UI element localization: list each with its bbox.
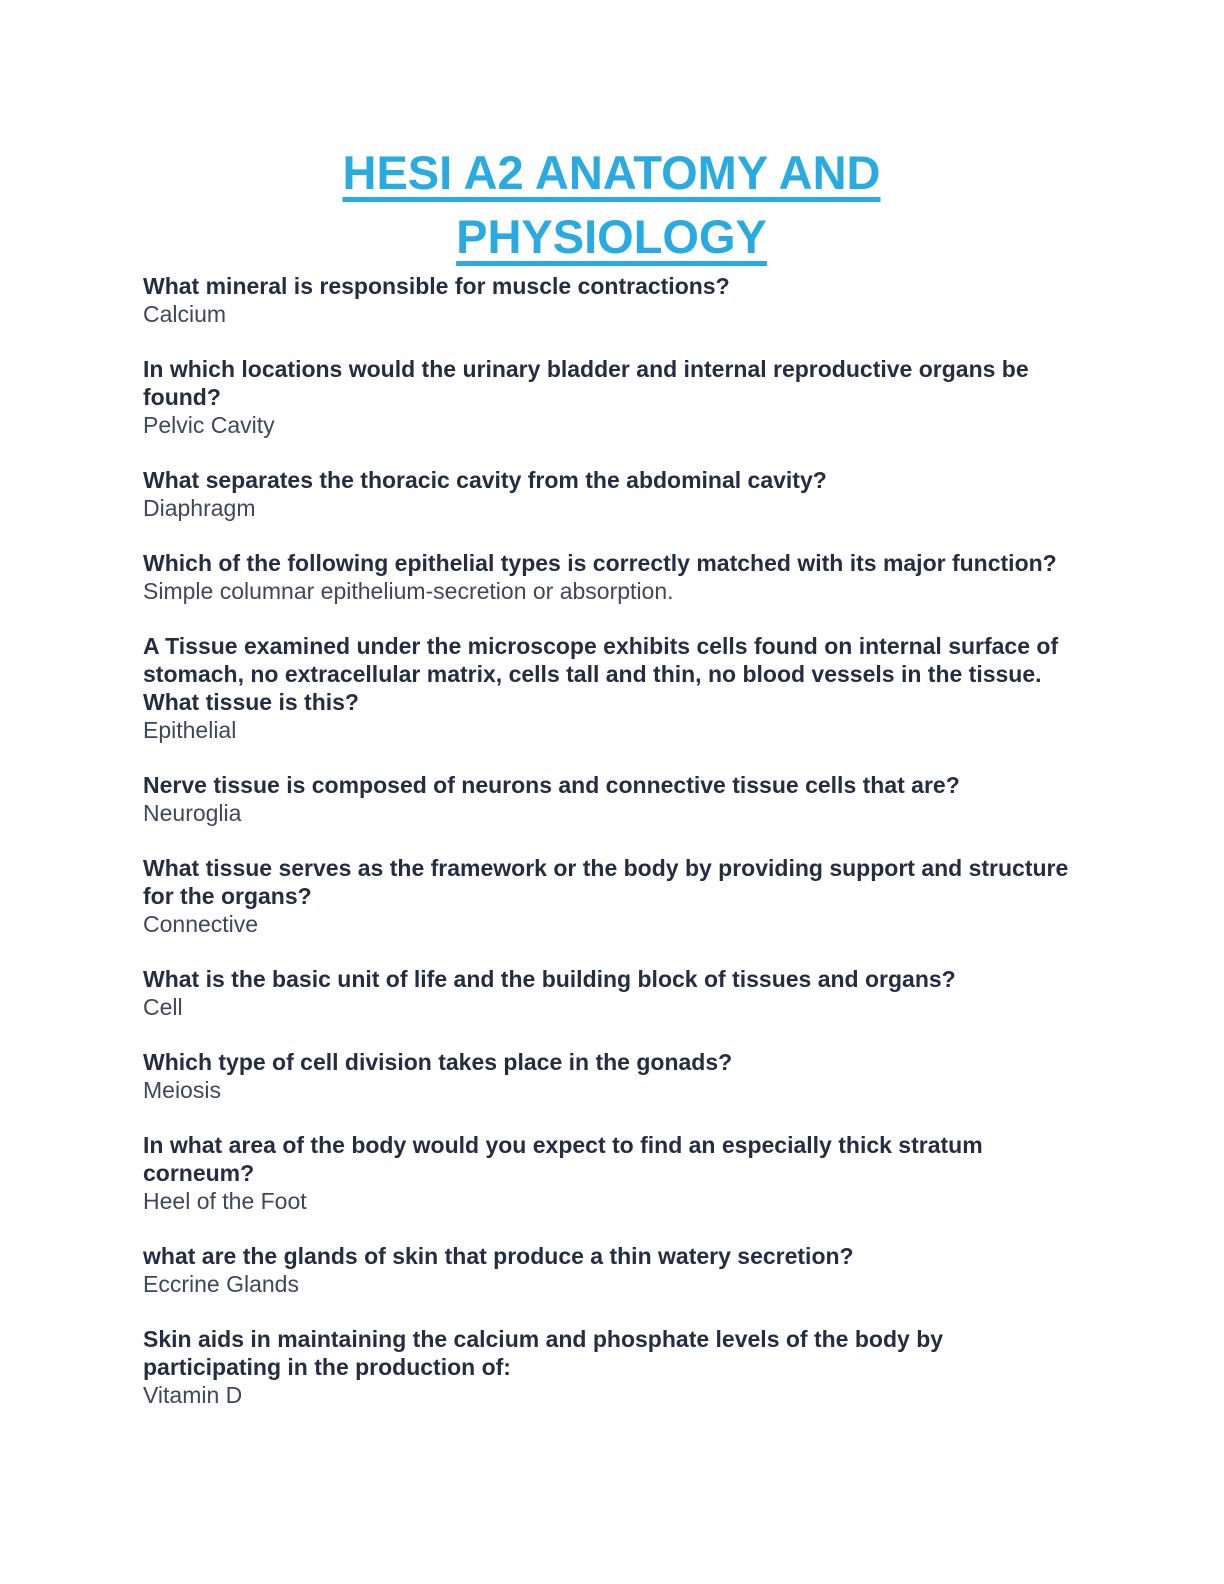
title-line-2: PHYSIOLOGY [456, 210, 767, 263]
qa-block [143, 1048, 1080, 1104]
question-text: Which type of cell division takes place in the gonads? [143, 1049, 733, 1075]
answer-text: Heel of the Foot [143, 1188, 307, 1214]
question-text: In what area of the body would you expect to find an especially thick stratum corneum? [143, 1132, 983, 1186]
qa-block [143, 854, 1080, 938]
answer-text: Meiosis [143, 1077, 221, 1103]
question-text: What mineral is responsible for muscle contractions? [143, 273, 730, 299]
qa-block [143, 771, 1080, 827]
question-text: A Tissue examined under the microscope exhibits cells found on internal surface of stomach, no extracellular matrix, cells tall and thin, no blood vessels in the tissue. What tissue is this? [143, 633, 1059, 715]
answer-text: Cell [143, 994, 183, 1020]
qa-block [143, 466, 1080, 522]
question-text: Skin aids in maintaining the calcium and phosphate levels of the body by participating in the production of: [143, 1326, 944, 1380]
question-text: What tissue serves as the framework or the body by providing support and structure for the organs? [143, 855, 1069, 909]
question-text: Which of the following epithelial types is correctly matched with its major function? [143, 550, 1057, 576]
answer-text: Calcium [143, 301, 227, 327]
answer-text: Connective [143, 911, 259, 937]
question-text: In which locations would the urinary bladder and internal reproductive organs be found? [143, 356, 1029, 410]
answer-text: Eccrine Glands [143, 1271, 299, 1297]
question-text: what are the glands of skin that produce a thin watery secretion? [143, 1243, 854, 1269]
qa-block [143, 965, 1080, 1021]
answer-text: Neuroglia [143, 800, 242, 826]
qa-block [143, 355, 1080, 439]
answer-text: Vitamin D [143, 1382, 243, 1408]
title-line-1: HESI A2 ANATOMY AND [342, 146, 881, 199]
qa-block [143, 272, 1080, 328]
qa-list [143, 272, 1080, 1409]
qa-block [143, 1131, 1080, 1215]
answer-text: Simple columnar epithelium-secretion or absorption. [143, 578, 674, 604]
answer-text: Pelvic Cavity [143, 412, 275, 438]
qa-block [143, 1242, 1080, 1298]
qa-block [143, 632, 1080, 744]
qa-block [143, 549, 1080, 605]
answer-text: Diaphragm [143, 495, 256, 521]
answer-text: Epithelial [143, 717, 237, 743]
question-text: What is the basic unit of life and the building block of tissues and organs? [143, 966, 956, 992]
question-text: What separates the thoracic cavity from the abdominal cavity? [143, 467, 827, 493]
qa-block [143, 1325, 1080, 1409]
page-title [143, 141, 1080, 269]
question-text: Nerve tissue is composed of neurons and connective tissue cells that are? [143, 772, 960, 798]
